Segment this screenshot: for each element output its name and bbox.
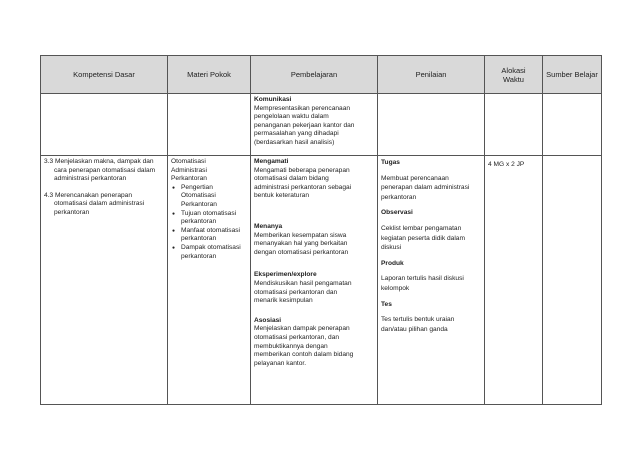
materi-title: Otomatisasi Administrasi Perkantoran bbox=[171, 158, 207, 183]
cell-materi bbox=[168, 156, 251, 405]
produk-title: Produk bbox=[381, 259, 404, 267]
cell-kompetensi bbox=[41, 156, 168, 405]
tes-text: Tes tertulis bentuk uraian dan/atau pilihan ganda bbox=[381, 316, 455, 333]
header-materi-pokok: Materi Pokok bbox=[168, 56, 251, 94]
cell-kompetensi-empty bbox=[41, 94, 168, 156]
table-row bbox=[41, 94, 602, 156]
list-item: ● Manfaat otomatisasi perkantoran bbox=[171, 227, 247, 244]
kd-3-3: 3.3 Menjelaskan makna, dampak dan cara penerapan otomatisasi dalam administrasi perkantoran bbox=[44, 158, 156, 183]
eksperimen-text: Mendiskusikan hasil pengamatan otomatisasi perkantoran dan menarik kesimpulan bbox=[254, 279, 352, 305]
menanya-text: Memberikan kesempatan siswa menanyakan hal yang berkaitan dengan otomatisasi perkantoran bbox=[254, 231, 349, 256]
table-row bbox=[41, 156, 602, 405]
cell-alokasi-empty bbox=[485, 94, 543, 156]
kd-4-3: 4.3 Merencanakan penerapan otomatisasi dalam administrasi perkantoran bbox=[44, 191, 145, 216]
mengamati-title: Mengamati bbox=[254, 158, 289, 165]
cell-sumber-empty bbox=[543, 94, 602, 156]
observasi-text: Ceklist lembar pengamatan kegiatan peserta didik dalam diskusi bbox=[381, 224, 465, 252]
list-item: ● Dampak otomatisasi perkantoran bbox=[171, 244, 247, 261]
eksperimen-title: Eksperimen/explore bbox=[254, 271, 317, 279]
asosiasi-text: Menjelaskan dampak penerapan otomatisasi perkantoran, dan membuktikannya dengan memberikan contoh dalam bidang pelayanan kantor. bbox=[254, 325, 354, 367]
header-pembelajaran: Pembelajaran bbox=[251, 56, 378, 94]
mengamati-text: Mengamati beberapa penerapan otomatisasi dalam bidang administrasi perkantoran sebagai bentuk keteraturan bbox=[254, 166, 352, 200]
cell-penilaian-empty bbox=[378, 94, 485, 156]
header-sumber-belajar: Sumber Belajar bbox=[543, 56, 602, 94]
alokasi-value: 4 MG x 2 JP bbox=[488, 161, 525, 168]
komunikasi-title: Komunikasi bbox=[254, 96, 292, 103]
produk-text: Laporan tertulis hasil diskusi kelompok bbox=[381, 275, 464, 292]
asosiasi-title: Asosiasi bbox=[254, 316, 282, 324]
list-item: ● Pengertian Otomatisasi Perkantoran bbox=[171, 184, 247, 210]
cell-pembelajaran-komunikasi bbox=[251, 94, 378, 156]
observasi-title: Observasi bbox=[381, 209, 413, 217]
cell-sumber bbox=[543, 156, 602, 405]
tugas-text: Membuat perencanaan penerapan dalam administrasi perkantoran bbox=[381, 174, 470, 201]
cell-penilaian bbox=[378, 156, 485, 405]
tugas-title: Tugas bbox=[381, 159, 400, 166]
cell-pembelajaran bbox=[251, 156, 378, 405]
cell-materi-empty bbox=[168, 94, 251, 156]
header-alokasi-waktu: Alokasi Waktu bbox=[485, 56, 543, 94]
header-row bbox=[41, 56, 602, 94]
header-penilaian: Penilaian bbox=[378, 56, 485, 94]
header-kompetensi-dasar: Kompetensi Dasar bbox=[41, 56, 168, 94]
komunikasi-text: Mempresentasikan perencanaan pengelolaan waktu dalam penanganan pekerjaan kantor dan permasalahan yang dihadapi (berdasarkan hasil analisis) bbox=[254, 104, 355, 146]
list-item: ● Tujuan otomatisasi perkantoran bbox=[171, 210, 247, 227]
silabus-table bbox=[40, 55, 602, 405]
cell-alokasi bbox=[485, 156, 543, 405]
tes-title: Tes bbox=[381, 300, 392, 308]
menanya-title: Menanya bbox=[254, 222, 283, 230]
materi-list bbox=[171, 184, 247, 261]
